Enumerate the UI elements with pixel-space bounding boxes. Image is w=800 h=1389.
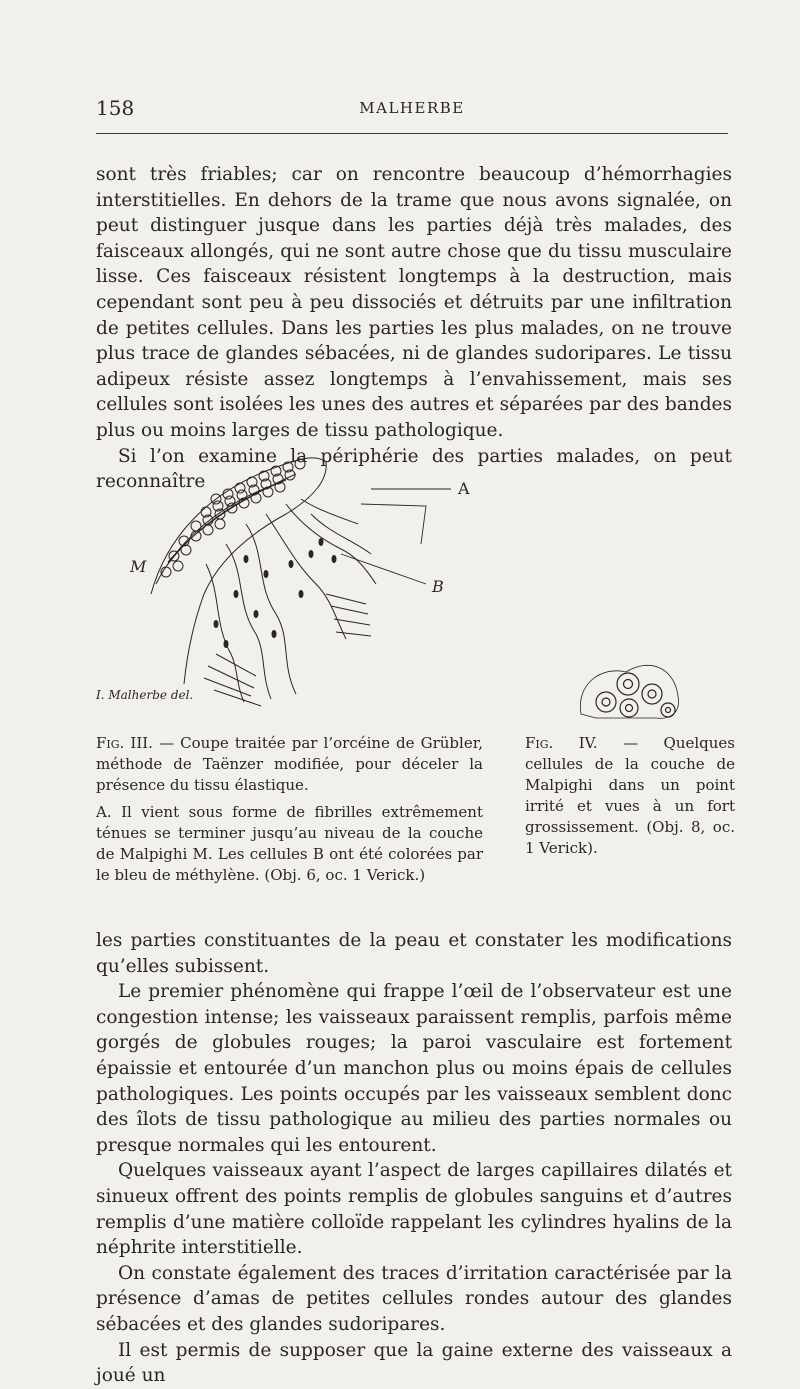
figure-3-caption-note: A. Il vient sous forme de fibrilles extrêmement ténues se terminer jusqu’au niveau de la couche de Malpighi M. Les cellules B ont été colorées par le bleu de méthylène. (Obj. 6, oc. 1 Verick.) xyxy=(96,803,483,884)
figure-3-signature: I. Malherbe del. xyxy=(96,688,194,702)
running-head: MALHERBE xyxy=(359,99,465,117)
page-number: 158 xyxy=(96,96,135,120)
figure-3-label-B: B xyxy=(432,577,444,596)
body-paragraph-4: On constate également des traces d’irritation caractérisée par la présence d’amas de petites cellules rondes autour des glandes sébacées et des glandes sudoripares. xyxy=(96,1262,732,1335)
elastic-fibrils xyxy=(204,499,376,706)
body-paragraph-2: Le premier phénomène qui frappe l’œil de l’observateur est une congestion intense; les vaisseaux paraissent remplis, parfois même gorgés de globules rouges; la paroi vasculaire est fortement épaissie et entourée d’un manchon plus ou moins épais de cellules pathologiques. Les points occupés par les vaisseaux semblent donc des îlots de tissu pathologique au milieu des parties normales ou presque normales qui les entourent. xyxy=(96,981,732,1156)
body-paragraph-3: Quelques vaisseaux ayant l’aspect de larges capillaires dilatés et sinueux offrent des points remplis de globules sanguins et d’autres remplis d’une matière colloïde rappelant les cylindres hyalins de la néphrite interstitielle. xyxy=(96,1160,732,1259)
intro-paragraph: sont très friables; car on rencontre beaucoup d’hémorrhagies interstitielles. En dehors de la trame que nous avons signalée, on peut distinguer jusque dans les parties déjà très malades, des faisceaux allongés, qui ne sont autre chose que du tissu musculaire lisse. Ces faisceaux résistent longtemps à la destruction, mais cependant sont peu à peu dissociés et détruits par une infiltration de petites cellules. Dans les parties les plus malades, on ne trouve plus trace de glandes sébacées, ni de glandes sudoripares. Le tissu adipeux résiste assez longtemps à l’envahissement, mais ses cellules sont isolées les unes des autres et séparées par des bandes plus ou moins larges de tissu pathologique. xyxy=(96,164,732,441)
figures-illustration xyxy=(96,444,736,734)
intro-paragraph-2: Si l’on examine la périphérie des parties malades, on peut reconnaître xyxy=(96,445,732,493)
figure-3-caption-text: — Coupe traitée par l’orcéine de Grübler, méthode de Taënzer modifiée, pour déceler la présence du tissu élastique. xyxy=(96,734,483,794)
figure-3-label-A: A xyxy=(458,479,470,498)
figure-4-caption-text: — Quelques cellules de la couche de Malpighi dans un point irrité et vues à un fort grossissement. (Obj. 8, oc. 1 Verick). xyxy=(525,734,735,857)
body-text xyxy=(96,928,732,1389)
body-paragraph-5: Il est permis de supposer que la gaine externe des vaisseaux a joué un xyxy=(96,1339,732,1387)
figure-3-caption xyxy=(96,733,483,886)
figure-3-caption-label: Fig. III. xyxy=(96,734,153,752)
page-header xyxy=(96,96,728,122)
figure-3-drawing xyxy=(151,458,451,706)
figure-4-caption xyxy=(525,733,735,859)
epithelial-cells xyxy=(161,459,305,577)
figure-4-caption-label: Fig. IV. xyxy=(525,734,598,752)
header-rule xyxy=(96,133,728,134)
body-paragraph-1: les parties constituantes de la peau et constater les modifications qu’elles subissent. xyxy=(96,930,732,977)
figure-3-label-M: M xyxy=(130,557,147,576)
figure-4-drawing xyxy=(580,665,678,718)
